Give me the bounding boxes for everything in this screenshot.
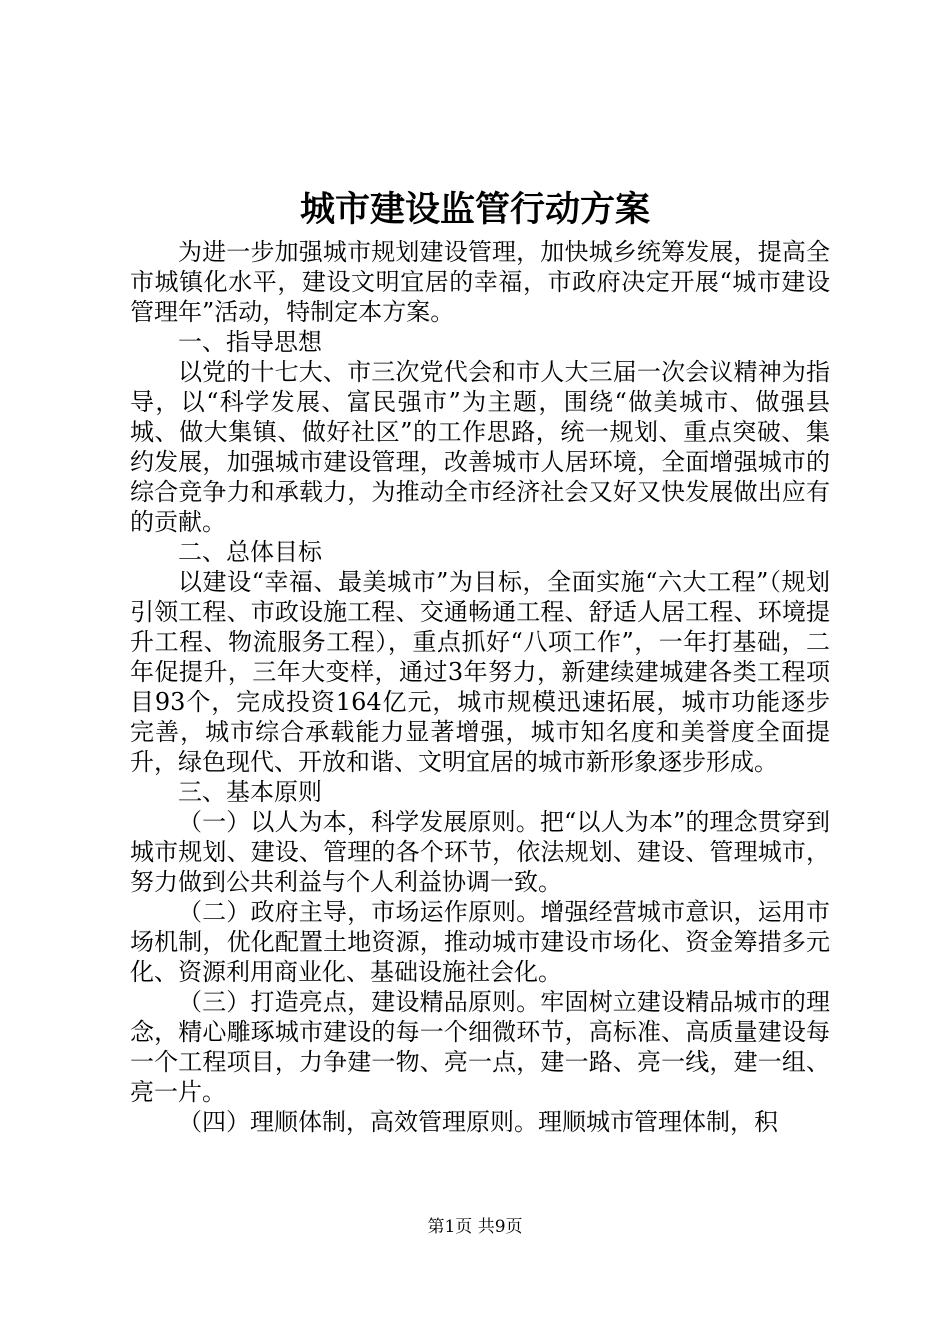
section-heading-guiding-ideology: 一、指导思想	[178, 328, 322, 356]
section-heading-basic-principles: 三、基本原则	[178, 778, 322, 806]
overall-goal-paragraph: 以建设“幸福、最美城市”为目标，全面实施“六大工程”（规划引领工程、市政设施工程、交通畅通工程、舒适人居工程、环境提升工程、物流服务工程），重点抓好“八项工作”，一年打基础，二年促提升，三年大变样，通过3年努力，新建续建城建各类工程项目93个，完成投资164亿元，城市规模迅速拓展，城市功能逐步完善，城市综合承载能力显著增强，城市知名度和美誉度全面提升，绿色现代、开放和谐、文明宜居的城市新形象逐步形成。	[130, 568, 830, 776]
principle-3-paragraph: （三）打造亮点，建设精品原则。牢固树立建设精品城市的理念，精心雕琢城市建设的每一个细微环节，高标准、高质量建设每一个工程项目，力争建一物、亮一点，建一路、亮一线，建一组、亮一片。	[130, 988, 830, 1106]
page-footer: 第1页 共9页	[427, 1217, 523, 1237]
section-heading-overall-goal: 二、总体目标	[178, 538, 322, 566]
document-title: 城市建设监管行动方案	[299, 189, 650, 230]
principle-4-paragraph: （四）理顺体制，高效管理原则。理顺城市管理体制，积	[178, 1108, 778, 1136]
intro-paragraph: 为进一步加强城市规划建设管理，加快城乡统筹发展，提高全市城镇化水平，建设文明宜居的幸福，市政府决定开展“城市建设管理年”活动，特制定本方案。	[130, 238, 830, 326]
guiding-ideology-paragraph: 以党的十七大、市三次党代会和市人大三届一次会议精神为指导，以“科学发展、富民强市”为主题，围绕“做美城市、做强县城、做大集镇、做好社区”的工作思路，统一规划、重点突破、集约发展，加强城市建设管理，改善城市人居环境，全面增强城市的综合竞争力和承载力，为推动全市经济社会又好又快发展做出应有的贡献。	[130, 358, 830, 536]
principle-2-paragraph: （二）政府主导，市场运作原则。增强经营城市意识，运用市场机制，优化配置土地资源，推动城市建设市场化、资金筹措多元化、资源利用商业化、基础设施社会化。	[130, 898, 830, 986]
document-body	[130, 237, 830, 1137]
principle-1-paragraph: （一）以人为本，科学发展原则。把“以人为本”的理念贯穿到城市规划、建设、管理的各个环节，依法规划、建设、管理城市，努力做到公共利益与个人利益协调一致。	[130, 808, 830, 896]
